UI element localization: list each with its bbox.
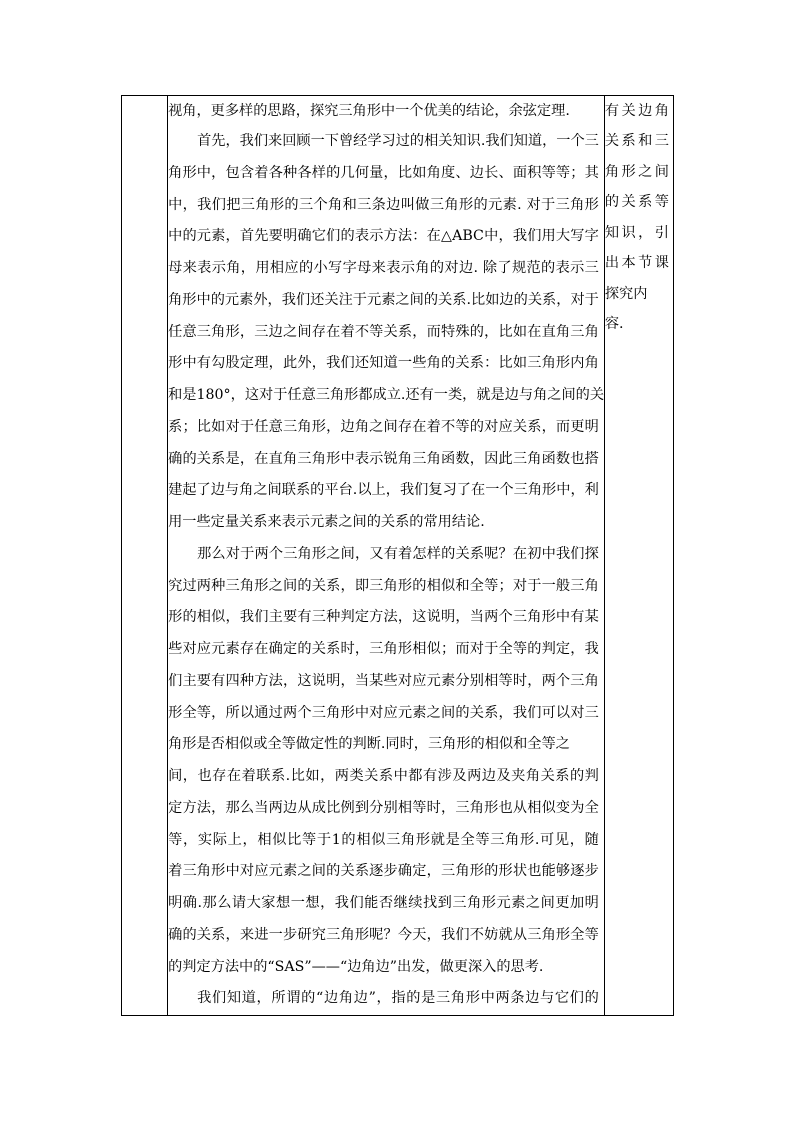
body-text-line: 视角，更多样的思路，探究三角形中一个优美的结论，余弦定理. (168, 103, 570, 119)
body-text-line: 母来表示角，用相应的小写字母来表示角的对边. 除了规范的表示三 (168, 260, 599, 276)
design-intent-text (605, 96, 673, 340)
body-text-line: 和是180°，这对于任意三角形都成立.还有一类，就是边与角之间的关 (168, 387, 604, 403)
body-text-line: 等，实际上，相似比等于1的相似三角形就是全等三角形.可见，随 (168, 831, 599, 848)
side-note-line: 角形之间 (604, 163, 669, 180)
side-note-line: 关系和三 (604, 133, 669, 149)
body-text-line: 定方法，那么当两边从成比例到分别相等时，三角形也从相似变为全 (168, 799, 599, 816)
body-text-line: 的判定方法中的“SAS”——“边角边”出发，做更深入的思考. (168, 958, 544, 975)
side-note-line: 知识，引 (604, 224, 669, 241)
lesson-table (121, 95, 674, 1016)
body-text-line: 我们知道，所谓的“边角边”，指的是三角形中两条边与它们的 (197, 990, 599, 1007)
body-text-line: 中的元素，首先要明确它们的表示方法：在△ABC中，我们用大写字 (168, 228, 599, 245)
teaching-process-text (168, 96, 604, 1015)
body-text-line: 角形中，包含着各种各样的几何量，比如角度、边长、面积等等；其 (168, 164, 599, 181)
stage-cell (122, 96, 168, 1016)
body-text-line: 任意三角形，三边之间存在着不等关系，而特殊的，比如在直角三角 (168, 323, 599, 340)
body-text-line: 角形是否相似或全等做定性的判断.同时，三角形的相似和全等之 (168, 736, 570, 753)
side-note-line: 出本节课 (604, 255, 669, 271)
body-text-line: 中，我们把三角形的三个角和三条边叫做三角形的元素. 对于三角形 (168, 196, 599, 213)
body-text-line: 形中有勾股定理，此外，我们还知道一些角的关系：比如三角形内角 (168, 355, 599, 372)
side-note-line: 的关系等 (604, 194, 669, 210)
body-text-line: 形全等，所以通过两个三角形中对应元素之间的关系，我们可以对三 (168, 704, 599, 721)
side-note-line: 容. (604, 316, 624, 332)
body-text-line: 究过两种三角形之间的关系，即三角形的相似和全等；对于一般三角 (168, 577, 599, 594)
body-text-line: 建起了边与角之间联系的平台.以上，我们复习了在一个三角形中，利 (168, 482, 599, 499)
body-text-line: 确的关系，来进一步研究三角形呢？今天，我们不妨就从三角形全等 (168, 926, 599, 943)
body-text-line: 用一些定量关系来表示元素之间的关系的常用结论. (168, 514, 485, 530)
body-text-line: 角形中的元素外，我们还关注于元素之间的关系.比如边的关系，对于 (168, 291, 599, 308)
body-text-line: 首先，我们来回顾一下曾经学习过的相关知识.我们知道，一个三 (197, 133, 599, 149)
body-text-line: 那么对于两个三角形之间，又有着怎样的关系呢？在初中我们探 (197, 545, 599, 562)
teaching-process-cell (168, 96, 605, 1016)
body-text-line: 确的关系是，在直角三角形中表示锐角三角函数，因此三角函数也搭 (168, 450, 599, 467)
body-text-line: 些对应元素存在确定的关系时，三角形相似；而对于全等的判定，我 (168, 641, 599, 657)
body-text-line: 们主要有四种方法，这说明，当某些对应元素分别相等时，两个三角 (168, 672, 599, 689)
body-text-line: 着三角形中对应元素之间的关系逐步确定，三角形的形状也能够逐步 (168, 863, 599, 880)
body-text-line: 间，也存在着联系.比如，两类关系中都有涉及两边及夹角关系的判 (168, 768, 599, 784)
side-note-line: 有关边角 (604, 103, 669, 119)
body-text-line: 系；比如对于任意三角形，边角之间存在着不等的对应关系，而更明 (168, 418, 599, 435)
design-intent-cell (604, 96, 673, 1016)
body-text-line: 形的相似，我们主要有三种判定方法，这说明，当两个三角形中有某 (168, 609, 599, 626)
side-note-line: 探究内 (604, 285, 648, 302)
body-text-line: 明确.那么请大家想一想，我们能否继续找到三角形元素之间更加明 (168, 895, 599, 911)
